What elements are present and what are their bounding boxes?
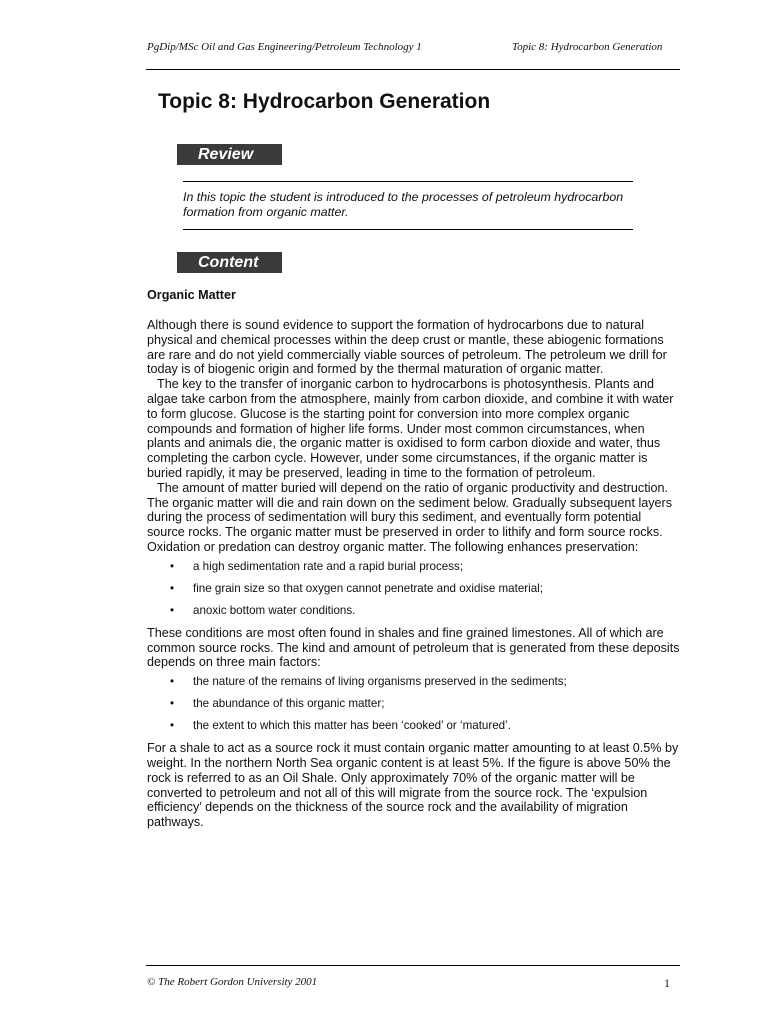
paragraph-source-rocks: These conditions are most often found in shales and fine grained limestones. All of which are common source rocks. The kind and amount of petroleum that is generated from these deposits depends on three main factors:: [147, 625, 680, 670]
bullet-icon: •: [170, 603, 175, 617]
footer-divider: [146, 965, 680, 966]
list-item: • fine grain size so that oxygen cannot penetrate and oxidise material;: [170, 581, 543, 595]
page-title: Topic 8: Hydrocarbon Generation: [158, 90, 491, 113]
list-item: • the extent to which this matter has been ‘cooked’ or ‘matured’.: [170, 719, 511, 733]
bullet-icon: •: [170, 581, 175, 595]
review-label: Review: [177, 144, 282, 165]
running-header-topic: Topic 8: Hydrocarbon Generation: [512, 41, 663, 53]
paragraph-photosynthesis: The key to the transfer of inorganic carbon to hydrocarbons is photosynthesis. Plants and algae take carbon from the atmosphere, mainly from carbon dioxide, and combine it with water to form glucose. Glucose is the starting point for conversion into more complex organic compounds and formation of higher life forms. Under most common circumstances, when plants and animals die, the organic matter is oxidised to form carbon dioxide and water, thus completing the carbon cycle. However, under some circumstances, if the organic matter is buried rapidly, it may be preserved, leading in time to the formation of petroleum.: [147, 377, 674, 480]
review-bottom-rule: [183, 229, 633, 230]
bullet-icon: •: [170, 559, 175, 573]
bullet-icon: •: [170, 719, 175, 733]
header-divider: [146, 69, 680, 70]
paragraph-shale: For a shale to act as a source rock it must contain organic matter amounting to at least 0.5% by weight. In the northern North Sea organic content is at least 5%. If the figure is above 50% the rock is referred to as an Oil Shale. Only approximately 70% of the organic matter will be converted to petroleum and not all of this will migrate from the source rock. The ‘expulsion efficiency’ depends on the thickness of the source rock and the availability of migration pathways.: [147, 741, 679, 830]
page-number: 1: [664, 976, 670, 990]
content-label: Content: [177, 252, 282, 273]
preservation-list: [147, 560, 681, 618]
copyright: © The Robert Gordon University 2001: [147, 976, 318, 988]
bullet-icon: •: [170, 675, 175, 689]
list-item: • a high sedimentation rate and a rapid burial process;: [170, 559, 464, 573]
list-item: • the abundance of this organic matter;: [170, 697, 385, 711]
review-top-rule: [183, 181, 633, 182]
paragraph-abiogenic: Although there is sound evidence to support the formation of hydrocarbons due to natural physical and chemical processes within the deep crust or mantle, these abiogenic formations are rare and do not yield commercially viable sources of petroleum. The petroleum we drill for today is of biogenic origin and formed by the thermal maturation of organic matter.: [147, 318, 667, 377]
factors-list: [147, 675, 681, 733]
section-heading-organic-matter: Organic Matter: [147, 288, 236, 302]
paragraph-burial: The amount of matter buried will depend on the ratio of organic productivity and destruction. The organic matter will die and rain down on the sediment below. Gradually subsequent layers during the process of sedimentation will bury this sediment, and eventually form potential source rocks. The organic matter must be preserved in order to lithify and form source rocks. Oxidation or predation can destroy organic matter. The following enhances preservation:: [147, 480, 673, 554]
review-text: In this topic the student is introduced to the processes of petroleum hydrocarbon formation from organic matter.: [183, 190, 624, 219]
list-item: • anoxic bottom water conditions.: [170, 603, 356, 617]
running-header-course: PgDip/MSc Oil and Gas Engineering/Petroleum Technology 1: [147, 41, 422, 53]
body-text: [147, 318, 681, 830]
list-item: • the nature of the remains of living organisms preserved in the sediments;: [170, 675, 567, 689]
bullet-icon: •: [170, 697, 175, 711]
